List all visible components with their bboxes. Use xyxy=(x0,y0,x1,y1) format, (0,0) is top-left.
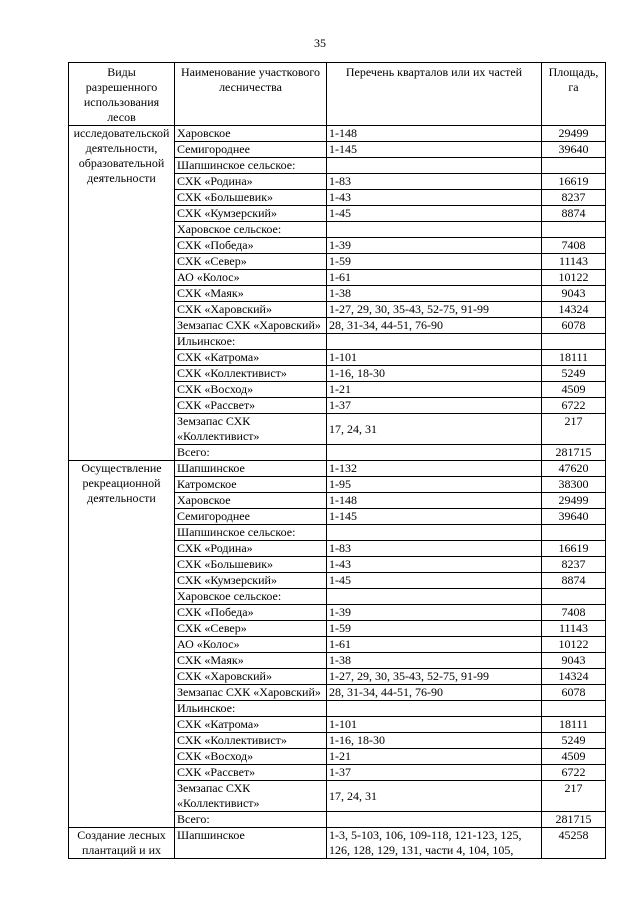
area-cell: 217 xyxy=(542,781,606,812)
quarters-cell: 1-43 xyxy=(327,557,542,573)
area-cell xyxy=(542,525,606,541)
area-cell: 18111 xyxy=(542,350,606,366)
quarters-cell xyxy=(327,525,542,541)
forestry-name-cell: СХК «Большевик» xyxy=(175,557,327,573)
area-cell: 29499 xyxy=(542,126,606,142)
forestry-name-cell: Земзапас СХК «Коллективист» xyxy=(175,414,327,445)
table-header-row xyxy=(69,63,606,126)
area-cell: 4509 xyxy=(542,749,606,765)
forestry-name-cell: АО «Колос» xyxy=(175,270,327,286)
forestry-name-cell: СХК «Победа» xyxy=(175,605,327,621)
forestry-name-cell: СХК «Коллективист» xyxy=(175,366,327,382)
forestry-name-cell: СХК «Кумзерский» xyxy=(175,573,327,589)
header-forestry: Наименование участкового лесничества xyxy=(175,63,327,126)
area-cell xyxy=(542,589,606,605)
quarters-cell: 1-59 xyxy=(327,254,542,270)
forestry-name-cell: Шапшинское сельское: xyxy=(175,158,327,174)
forestry-name-cell: Харовское сельское: xyxy=(175,222,327,238)
forestry-name-cell: Земзапас СХК «Харовский» xyxy=(175,685,327,701)
forestry-name-cell: АО «Колос» xyxy=(175,637,327,653)
area-cell: 217 xyxy=(542,414,606,445)
area-cell: 6722 xyxy=(542,765,606,781)
area-cell: 8237 xyxy=(542,557,606,573)
quarters-cell: 1-45 xyxy=(327,206,542,222)
forestry-name-cell: СХК «Север» xyxy=(175,254,327,270)
area-cell: 47620 xyxy=(542,461,606,477)
use-type-cell: исследовательской деятельности, образовательной деятельности xyxy=(69,126,175,461)
forest-use-table xyxy=(68,62,606,859)
forestry-name-cell: СХК «Родина» xyxy=(175,174,327,190)
forestry-name-cell: Шапшинское xyxy=(175,461,327,477)
area-cell: 6078 xyxy=(542,685,606,701)
forestry-name-cell: СХК «Маяк» xyxy=(175,653,327,669)
quarters-cell xyxy=(327,222,542,238)
quarters-cell: 1-148 xyxy=(327,493,542,509)
quarters-cell: 1-38 xyxy=(327,286,542,302)
area-cell: 14324 xyxy=(542,669,606,685)
forestry-name-cell: Харовское сельское: xyxy=(175,589,327,605)
area-cell: 9043 xyxy=(542,286,606,302)
forestry-name-cell: Земзапас СХК «Харовский» xyxy=(175,318,327,334)
table-row xyxy=(69,828,606,859)
forestry-name-cell: Катромское xyxy=(175,477,327,493)
area-cell: 38300 xyxy=(542,477,606,493)
quarters-cell: 1-83 xyxy=(327,541,542,557)
quarters-cell: 28, 31-34, 44-51, 76-90 xyxy=(327,685,542,701)
quarters-cell: 1-16, 18-30 xyxy=(327,733,542,749)
forestry-name-cell: СХК «Восход» xyxy=(175,382,327,398)
forestry-name-cell: Шапшинское xyxy=(175,828,327,859)
forestry-name-cell: СХК «Кумзерский» xyxy=(175,206,327,222)
area-cell: 7408 xyxy=(542,238,606,254)
quarters-cell: 1-21 xyxy=(327,749,542,765)
forestry-name-cell: СХК «Харовский» xyxy=(175,669,327,685)
quarters-cell: 1-145 xyxy=(327,509,542,525)
quarters-cell xyxy=(327,589,542,605)
table-row xyxy=(69,126,606,142)
quarters-cell: 17, 24, 31 xyxy=(327,414,542,445)
quarters-cell: 1-21 xyxy=(327,382,542,398)
area-cell: 11143 xyxy=(542,621,606,637)
quarters-cell xyxy=(327,445,542,461)
quarters-cell: 1-61 xyxy=(327,270,542,286)
area-cell xyxy=(542,158,606,174)
quarters-cell: 1-101 xyxy=(327,350,542,366)
quarters-cell: 1-61 xyxy=(327,637,542,653)
quarters-cell xyxy=(327,334,542,350)
area-cell: 8874 xyxy=(542,573,606,589)
forestry-name-cell: Харовское xyxy=(175,126,327,142)
area-cell: 5249 xyxy=(542,733,606,749)
area-cell xyxy=(542,222,606,238)
forestry-name-cell: СХК «Коллективист» xyxy=(175,733,327,749)
area-cell: 8237 xyxy=(542,190,606,206)
forestry-name-cell: Семигороднее xyxy=(175,142,327,158)
forestry-name-cell: СХК «Большевик» xyxy=(175,190,327,206)
header-quarters: Перечень кварталов или их частей xyxy=(327,63,542,126)
area-cell: 5249 xyxy=(542,366,606,382)
forestry-name-cell: СХК «Восход» xyxy=(175,749,327,765)
quarters-cell: 1-27, 29, 30, 35-43, 52-75, 91-99 xyxy=(327,669,542,685)
area-cell: 11143 xyxy=(542,254,606,270)
quarters-cell: 28, 31-34, 44-51, 76-90 xyxy=(327,318,542,334)
use-type-cell: Осуществление рекреационной деятельности xyxy=(69,461,175,828)
area-cell: 281715 xyxy=(542,445,606,461)
forestry-name-cell: СХК «Рассвет» xyxy=(175,398,327,414)
area-cell: 18111 xyxy=(542,717,606,733)
use-type-cell: Создание лесных плантаций и их xyxy=(69,828,175,859)
area-cell: 6078 xyxy=(542,318,606,334)
quarters-cell xyxy=(327,812,542,828)
forestry-name-cell: СХК «Рассвет» xyxy=(175,765,327,781)
forestry-name-cell: Всего: xyxy=(175,812,327,828)
area-cell: 16619 xyxy=(542,541,606,557)
area-cell: 29499 xyxy=(542,493,606,509)
forestry-name-cell: СХК «Север» xyxy=(175,621,327,637)
forestry-name-cell: Земзапас СХК «Коллективист» xyxy=(175,781,327,812)
quarters-cell: 1-39 xyxy=(327,238,542,254)
area-cell: 16619 xyxy=(542,174,606,190)
quarters-cell: 1-132 xyxy=(327,461,542,477)
area-cell xyxy=(542,334,606,350)
quarters-cell xyxy=(327,701,542,717)
forestry-name-cell: СХК «Победа» xyxy=(175,238,327,254)
forestry-name-cell: Всего: xyxy=(175,445,327,461)
forestry-name-cell: Ильинское: xyxy=(175,701,327,717)
quarters-cell: 1-37 xyxy=(327,398,542,414)
page-number: 35 xyxy=(314,36,326,50)
forestry-name-cell: Семигороднее xyxy=(175,509,327,525)
quarters-cell: 1-39 xyxy=(327,605,542,621)
quarters-cell: 1-37 xyxy=(327,765,542,781)
forestry-name-cell: Шапшинское сельское: xyxy=(175,525,327,541)
quarters-cell: 1-45 xyxy=(327,573,542,589)
quarters-cell: 1-95 xyxy=(327,477,542,493)
area-cell: 9043 xyxy=(542,653,606,669)
quarters-cell xyxy=(327,158,542,174)
forestry-name-cell: СХК «Родина» xyxy=(175,541,327,557)
area-cell: 6722 xyxy=(542,398,606,414)
quarters-cell: 1-148 xyxy=(327,126,542,142)
area-cell: 10122 xyxy=(542,270,606,286)
area-cell: 281715 xyxy=(542,812,606,828)
quarters-cell: 1-101 xyxy=(327,717,542,733)
area-cell: 39640 xyxy=(542,509,606,525)
quarters-cell: 1-83 xyxy=(327,174,542,190)
area-cell xyxy=(542,701,606,717)
quarters-cell: 1-16, 18-30 xyxy=(327,366,542,382)
forestry-name-cell: СХК «Катрома» xyxy=(175,717,327,733)
quarters-cell: 1-3, 5-103, 106, 109-118, 121-123, 125, 126, 128, 129, 131, части 4, 104, 105, xyxy=(327,828,542,859)
forestry-name-cell: СХК «Маяк» xyxy=(175,286,327,302)
area-cell: 14324 xyxy=(542,302,606,318)
area-cell: 4509 xyxy=(542,382,606,398)
header-area: Площадь, га xyxy=(542,63,606,126)
quarters-cell: 1-27, 29, 30, 35-43, 52-75, 91-99 xyxy=(327,302,542,318)
header-type: Виды разрешенного использования лесов xyxy=(69,63,175,126)
area-cell: 45258 xyxy=(542,828,606,859)
quarters-cell: 1-145 xyxy=(327,142,542,158)
forestry-name-cell: Харовское xyxy=(175,493,327,509)
forestry-name-cell: Ильинское: xyxy=(175,334,327,350)
quarters-cell: 1-43 xyxy=(327,190,542,206)
quarters-cell: 1-38 xyxy=(327,653,542,669)
table-row xyxy=(69,461,606,477)
quarters-cell: 1-59 xyxy=(327,621,542,637)
area-cell: 7408 xyxy=(542,605,606,621)
forestry-name-cell: СХК «Харовский» xyxy=(175,302,327,318)
table-body xyxy=(69,126,606,859)
quarters-cell: 17, 24, 31 xyxy=(327,781,542,812)
forestry-name-cell: СХК «Катрома» xyxy=(175,350,327,366)
area-cell: 8874 xyxy=(542,206,606,222)
area-cell: 10122 xyxy=(542,637,606,653)
area-cell: 39640 xyxy=(542,142,606,158)
